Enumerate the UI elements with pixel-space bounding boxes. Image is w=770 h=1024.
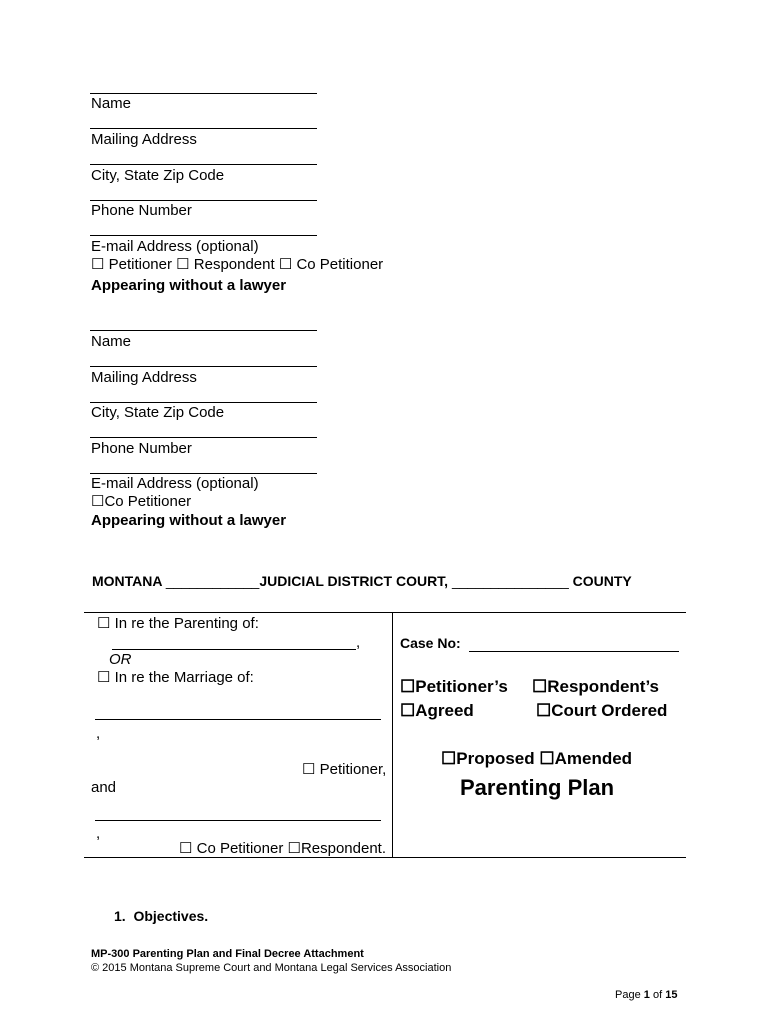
city-line-1[interactable]	[90, 164, 317, 165]
or-text: OR	[109, 651, 132, 668]
email-label: E-mail Address (optional)	[91, 475, 259, 492]
name-line-2[interactable]	[90, 330, 317, 331]
phone-line-2[interactable]	[90, 437, 317, 438]
page-number	[615, 989, 677, 1001]
appearing-text: Appearing without a lawyer	[91, 277, 287, 294]
petitioner-name-line[interactable]	[95, 719, 381, 720]
court-heading	[92, 573, 632, 589]
phone-label: Phone Number	[91, 202, 192, 219]
page-of: of	[652, 989, 663, 1001]
co-petitioner-respondent-checkboxes[interactable]: ☐ Co Petitioner ☐Respondent.	[179, 840, 387, 857]
city-label: City, State Zip Code	[91, 167, 225, 184]
copyright: © 2015 Montana Supreme Court and Montana Legal Services Association	[91, 962, 452, 974]
caption-bottom-border	[84, 857, 686, 858]
case-no-label: Case No:	[400, 635, 461, 651]
case-no-line[interactable]	[469, 651, 679, 652]
court-county: COUNTY	[572, 573, 632, 589]
county-blank[interactable]: _______________	[451, 573, 569, 589]
co-petitioner-checkbox[interactable]: ☐Co Petitioner	[91, 493, 192, 510]
city-label: City, State Zip Code	[91, 404, 225, 421]
court-district: JUDICIAL DISTRICT COURT,	[259, 573, 449, 589]
page-total: 15	[665, 989, 678, 1001]
address-label: Mailing Address	[91, 369, 197, 386]
caption-top-border	[84, 612, 686, 613]
child-name-line[interactable]	[112, 649, 356, 650]
petitioner-checkbox[interactable]: ☐ Petitioner,	[302, 761, 387, 778]
section-number: 1.	[114, 908, 126, 924]
phone-label: Phone Number	[91, 440, 192, 457]
address-label: Mailing Address	[91, 131, 197, 148]
court-ordered-checkbox[interactable]: ☐Court Ordered	[536, 701, 668, 720]
phone-line-1[interactable]	[90, 200, 317, 201]
proposed-amended-checkboxes[interactable]: ☐Proposed ☐Amended	[441, 749, 633, 768]
email-line-2[interactable]	[90, 473, 317, 474]
comma: ,	[96, 725, 101, 742]
email-label: E-mail Address (optional)	[91, 238, 259, 255]
agreed-checkbox[interactable]: ☐Agreed	[400, 701, 474, 720]
address-line-2[interactable]	[90, 366, 317, 367]
section-heading	[114, 908, 208, 924]
comma: ,	[96, 825, 101, 842]
petitioners-checkbox[interactable]: ☐Petitioner’s	[400, 677, 508, 696]
parenting-checkbox[interactable]: ☐ In re the Parenting of:	[97, 615, 259, 632]
caption-divider	[392, 612, 393, 857]
section-title: Objectives.	[133, 908, 209, 924]
form-title: MP-300 Parenting Plan and Final Decree Attachment	[91, 948, 364, 960]
name-line-1[interactable]	[90, 93, 317, 94]
city-line-2[interactable]	[90, 402, 317, 403]
page-current: 1	[643, 989, 650, 1001]
marriage-checkbox[interactable]: ☐ In re the Marriage of:	[97, 669, 254, 686]
email-line-1[interactable]	[90, 235, 317, 236]
address-line-1[interactable]	[90, 128, 317, 129]
respondents-checkbox[interactable]: ☐Respondent’s	[532, 677, 660, 696]
document-title: Parenting Plan	[460, 775, 615, 800]
page-prefix: Page	[615, 989, 641, 1001]
district-blank[interactable]: ____________	[165, 573, 260, 589]
name-label: Name	[91, 333, 132, 350]
court-state: MONTANA	[92, 573, 162, 589]
appearing-text: Appearing without a lawyer	[91, 512, 287, 529]
name-label: Name	[91, 95, 132, 112]
respondent-name-line[interactable]	[95, 820, 381, 821]
comma: ,	[356, 634, 361, 651]
role-checkboxes[interactable]: ☐ Petitioner ☐ Respondent ☐ Co Petitioner	[91, 256, 384, 273]
and-text: and	[91, 779, 117, 796]
